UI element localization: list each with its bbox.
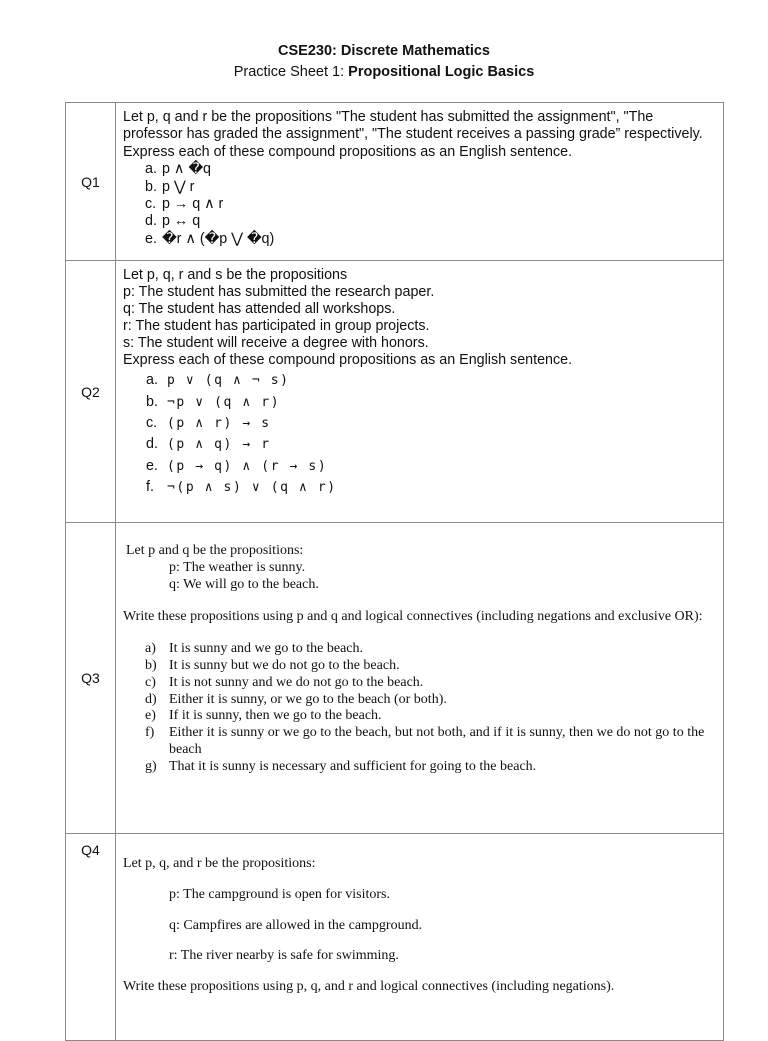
list-item [123,641,711,658]
q4-task: Write these propositions using p, q, and r and logical connectives (including negations). [123,979,615,995]
item-marker: g) [145,758,157,774]
list-item [123,692,711,709]
item-marker: b. [146,393,158,410]
list-item [123,675,711,692]
item-text: �r ∧ (�p ⋁ �q) [162,230,275,247]
q3-def-q: q: We will go to the beach. [169,576,319,592]
item-text: Either it is sunny, or we go to the beach (or both). [169,691,447,707]
item-text: p ⋁ r [162,178,195,195]
item-marker: e) [145,708,156,724]
question-row-q3 [66,523,724,834]
item-marker: b. [145,178,157,195]
item-marker: d. [146,436,158,453]
item-text: It is not sunny and we do not go to the beach. [169,674,424,690]
question-body-q2 [116,261,724,523]
item-text: (p ∧ q) → r [167,437,271,453]
item-marker: c. [145,196,157,213]
list-item [123,213,715,230]
question-label-q3: Q3 [66,523,116,834]
list-item [123,231,715,248]
course-title: CSE230: Discrete Mathematics [278,43,490,59]
sheet-prefix: Practice Sheet 1: [233,64,349,80]
item-marker: a. [145,161,157,178]
item-marker: a. [146,372,158,389]
item-marker: f) [145,725,155,741]
item-marker: e. [146,457,158,474]
list-item [123,708,711,725]
list-item [123,370,715,391]
item-text: p → q ∧ r [162,196,224,213]
q2-def-q: q: The student has attended all workshops. [123,300,396,317]
list-item [123,392,715,413]
item-text: p ↔ q [162,213,201,230]
list-item [123,434,715,455]
q4-intro: Let p, q, and r be the propositions: [123,856,316,871]
q3-def-p: p: The weather is sunny. [169,559,306,575]
q3-task: Write these propositions using p and q and logical connectives (including negations and exclusive OR): [123,609,703,625]
q2-intro: Let p, q, r and s be the propositions [123,267,348,283]
q4-def-q: q: Campfires are allowed in the campground. [169,917,423,933]
item-marker: e. [145,230,157,247]
item-marker: c. [146,415,158,432]
item-text: If it is sunny, then we go to the beach. [169,708,382,724]
document-header [0,42,768,82]
sheet-topic: Propositional Logic Basics [348,64,535,80]
question-label-q1: Q1 [66,103,116,261]
list-item [123,759,711,776]
item-marker: f. [146,478,154,495]
item-text: (p ∧ r) → s [167,416,271,432]
question-body-q4 [116,834,724,1041]
item-text: It is sunny but we do not go to the beach. [169,657,400,673]
item-marker: a) [145,641,156,657]
item-marker: d. [145,213,157,230]
question-label-q4: Q4 [66,834,116,1041]
q2-item-list [123,370,715,498]
list-item [123,413,715,434]
q2-task: Express each of these compound propositions as an English sentence. [123,351,573,368]
q3-item-list [123,641,711,775]
sheet-subtitle [0,62,768,82]
item-marker: b) [145,657,157,673]
q3-intro: Let p and q be the propositions: [126,543,304,558]
list-item [123,456,715,477]
list-item [123,477,715,498]
list-item [123,658,711,675]
list-item [123,161,715,178]
q4-def-p: p: The campground is open for visitors. [169,886,390,902]
q1-intro: Let p, q and r be the propositions "The student has submitted the assignment", "The professor has graded the assignment", "The student receives a passing grade” respectively. Express each of these compound propositions as an English sentence. [123,109,703,160]
question-body-q3 [116,523,724,834]
list-item [123,725,711,759]
list-item [123,179,715,196]
question-row-q2 [66,261,724,523]
question-body-q1 [116,103,724,261]
q4-def-r: r: The river nearby is safe for swimming. [169,948,399,964]
item-text: That it is sunny is necessary and sufficient for going to the beach. [169,758,537,774]
item-text: (p → q) ∧ (r → s) [167,458,328,474]
item-text: ¬(p ∧ s) ∨ (q ∧ r) [167,479,337,495]
q1-item-list [123,161,715,248]
item-text: ¬p ∨ (q ∧ r) [167,394,281,410]
questions-table [65,102,724,1041]
item-text: It is sunny and we go to the beach. [169,641,364,657]
q2-def-s: s: The student will receive a degree with honors. [123,334,429,351]
item-text: p ∨ (q ∧ ¬ s) [167,373,290,389]
item-marker: d) [145,691,157,707]
question-label-q2: Q2 [66,261,116,523]
item-text: p ∧ �q [162,161,211,178]
q2-def-p: p: The student has submitted the research paper. [123,283,435,300]
question-row-q4 [66,834,724,1041]
list-item [123,196,715,213]
q2-def-r: r: The student has participated in group projects. [123,317,430,334]
item-text: Either it is sunny or we go to the beach, but not both, and if it is sunny, then we do not go to the beach [169,725,705,757]
item-marker: c) [145,674,156,690]
question-row-q1 [66,103,724,261]
